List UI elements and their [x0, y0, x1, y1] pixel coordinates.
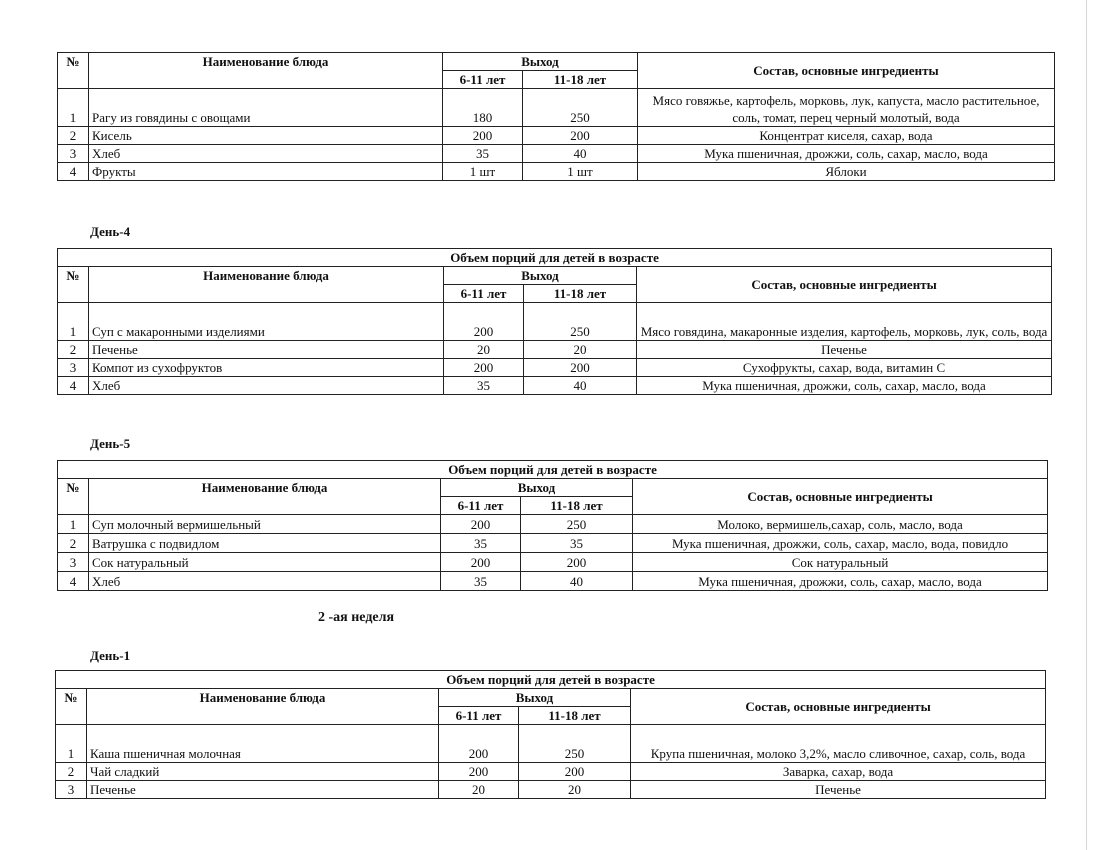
row-output-11-18: 250 — [523, 89, 638, 127]
row-ingredients: Мука пшеничная, дрожжи, соль, сахар, масло, вода — [637, 377, 1052, 395]
header-output: Выход — [443, 53, 638, 71]
menu-table — [57, 248, 1052, 395]
header-portion-title: Объем порций для детей в возрасте — [58, 249, 1052, 267]
header-dish: Наименование блюда — [87, 689, 439, 725]
header-age-6-11: 6-11 лет — [444, 285, 524, 303]
header-age-11-18: 11-18 лет — [521, 497, 633, 515]
table-row — [58, 515, 1048, 534]
row-dish: Сок натуральный — [89, 553, 441, 572]
row-dish: Суп молочный вермишельный — [89, 515, 441, 534]
menu-table — [57, 460, 1048, 591]
row-output-6-11: 20 — [444, 341, 524, 359]
row-ingredients: Сухофрукты, сахар, вода, витамин С — [637, 359, 1052, 377]
row-output-6-11: 35 — [441, 572, 521, 591]
row-num: 4 — [58, 163, 89, 181]
row-output-11-18: 200 — [519, 763, 631, 781]
row-output-6-11: 200 — [439, 725, 519, 763]
row-output-6-11: 200 — [441, 515, 521, 534]
menu-table — [57, 52, 1055, 181]
row-ingredients: Крупа пшеничная, молоко 3,2%, масло сливочное, сахар, соль, вода — [631, 725, 1046, 763]
row-output-6-11: 200 — [441, 553, 521, 572]
header-portion-title: Объем порций для детей в возрасте — [58, 461, 1048, 479]
table-row — [58, 359, 1052, 377]
row-output-11-18: 1 шт — [523, 163, 638, 181]
row-ingredients: Заварка, сахар, вода — [631, 763, 1046, 781]
row-dish: Каша пшеничная молочная — [87, 725, 439, 763]
header-num: № — [58, 479, 89, 515]
row-num: 2 — [58, 534, 89, 553]
day-label: День-1 — [90, 648, 131, 663]
row-ingredients: Мука пшеничная, дрожжи, соль, сахар, масло, вода, повидло — [633, 534, 1048, 553]
row-ingredients: Молоко, вермишель,сахар, соль, масло, вода — [633, 515, 1048, 534]
header-ingredients: Состав, основные ингредиенты — [637, 267, 1052, 303]
header-ingredients: Состав, основные ингредиенты — [638, 53, 1055, 89]
row-ingredients: Мясо говяжье, картофель, морковь, лук, капуста, масло растительное, соль, томат, перец черный молотый, вода — [638, 89, 1055, 127]
row-output-11-18: 200 — [521, 553, 633, 572]
row-output-11-18: 40 — [524, 377, 637, 395]
row-dish: Хлеб — [89, 145, 443, 163]
header-age-11-18: 11-18 лет — [524, 285, 637, 303]
row-dish: Печенье — [89, 341, 444, 359]
row-output-6-11: 200 — [444, 359, 524, 377]
week-label: 2 -ая неделя — [318, 610, 395, 625]
row-ingredients: Яблоки — [638, 163, 1055, 181]
header-age-6-11: 6-11 лет — [443, 71, 523, 89]
table-row — [58, 572, 1048, 591]
row-output-6-11: 180 — [443, 89, 523, 127]
header-age-11-18: 11-18 лет — [519, 707, 631, 725]
row-ingredients: Мука пшеничная, дрожжи, соль, сахар, масло, вода — [638, 145, 1055, 163]
row-output-6-11: 200 — [444, 303, 524, 341]
header-portion-title: Объем порций для детей в возрасте — [56, 671, 1046, 689]
header-ingredients: Состав, основные ингредиенты — [633, 479, 1048, 515]
row-dish: Хлеб — [89, 572, 441, 591]
row-num: 2 — [58, 341, 89, 359]
row-num: 3 — [58, 553, 89, 572]
menu-table — [55, 670, 1046, 799]
row-output-6-11: 200 — [443, 127, 523, 145]
row-dish: Печенье — [87, 781, 439, 799]
row-num: 4 — [58, 572, 89, 591]
row-num: 2 — [58, 127, 89, 145]
row-num: 1 — [58, 303, 89, 341]
table-row — [56, 781, 1046, 799]
row-output-11-18: 200 — [523, 127, 638, 145]
row-num: 1 — [58, 515, 89, 534]
row-ingredients: Концентрат киселя, сахар, вода — [638, 127, 1055, 145]
row-output-11-18: 20 — [519, 781, 631, 799]
table-row — [58, 89, 1055, 127]
page-edge — [1086, 0, 1087, 850]
header-output: Выход — [441, 479, 633, 497]
header-num: № — [56, 689, 87, 725]
row-ingredients: Мука пшеничная, дрожжи, соль, сахар, масло, вода — [633, 572, 1048, 591]
row-dish: Кисель — [89, 127, 443, 145]
row-dish: Фрукты — [89, 163, 443, 181]
header-dish: Наименование блюда — [89, 479, 441, 515]
table-row — [56, 725, 1046, 763]
row-dish: Суп с макаронными изделиями — [89, 303, 444, 341]
row-dish: Компот из сухофруктов — [89, 359, 444, 377]
row-num: 1 — [56, 725, 87, 763]
row-num: 3 — [58, 145, 89, 163]
row-output-11-18: 250 — [524, 303, 637, 341]
row-output-11-18: 40 — [523, 145, 638, 163]
header-ingredients: Состав, основные ингредиенты — [631, 689, 1046, 725]
row-num: 3 — [56, 781, 87, 799]
table-row — [58, 303, 1052, 341]
row-dish: Ватрушка с подвидлом — [89, 534, 441, 553]
row-output-11-18: 250 — [521, 515, 633, 534]
menu-table-block — [57, 460, 1047, 591]
row-num: 1 — [58, 89, 89, 127]
table-row — [58, 534, 1048, 553]
header-output: Выход — [439, 689, 631, 707]
table-row — [58, 553, 1048, 572]
row-output-6-11: 35 — [443, 145, 523, 163]
row-output-6-11: 35 — [444, 377, 524, 395]
table-row — [58, 127, 1055, 145]
table-row — [58, 145, 1055, 163]
header-age-6-11: 6-11 лет — [439, 707, 519, 725]
row-output-11-18: 20 — [524, 341, 637, 359]
row-output-6-11: 35 — [441, 534, 521, 553]
row-output-11-18: 35 — [521, 534, 633, 553]
row-ingredients: Печенье — [637, 341, 1052, 359]
table-row — [56, 763, 1046, 781]
header-dish: Наименование блюда — [89, 267, 444, 303]
row-output-6-11: 20 — [439, 781, 519, 799]
row-ingredients: Сок натуральный — [633, 553, 1048, 572]
row-output-11-18: 40 — [521, 572, 633, 591]
row-ingredients: Мясо говядина, макаронные изделия, картофель, морковь, лук, соль, вода — [637, 303, 1052, 341]
day-label: День-4 — [90, 224, 131, 239]
header-age-6-11: 6-11 лет — [441, 497, 521, 515]
header-num: № — [58, 53, 89, 89]
row-num: 4 — [58, 377, 89, 395]
row-output-11-18: 200 — [524, 359, 637, 377]
day-label: День-5 — [90, 436, 131, 451]
header-output: Выход — [444, 267, 637, 285]
row-num: 3 — [58, 359, 89, 377]
row-dish: Хлеб — [89, 377, 444, 395]
row-output-6-11: 200 — [439, 763, 519, 781]
menu-table-block — [57, 52, 1054, 181]
row-output-11-18: 250 — [519, 725, 631, 763]
menu-table-block — [55, 670, 1045, 799]
row-num: 2 — [56, 763, 87, 781]
header-age-11-18: 11-18 лет — [523, 71, 638, 89]
row-output-6-11: 1 шт — [443, 163, 523, 181]
row-dish: Чай сладкий — [87, 763, 439, 781]
row-dish: Рагу из говядины с овощами — [89, 89, 443, 127]
header-dish: Наименование блюда — [89, 53, 443, 89]
row-ingredients: Печенье — [631, 781, 1046, 799]
menu-table-block — [57, 248, 1051, 395]
header-num: № — [58, 267, 89, 303]
table-row — [58, 377, 1052, 395]
table-row — [58, 163, 1055, 181]
table-row — [58, 341, 1052, 359]
